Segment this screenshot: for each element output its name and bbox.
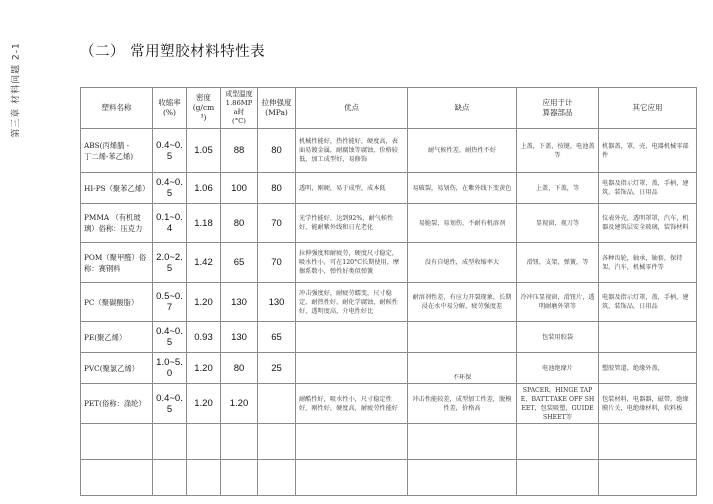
table-cell-tensile: 25	[258, 353, 296, 384]
table-cell-design-use: 包装用胶袋	[517, 322, 599, 353]
table-cell-design-use: 滑钮，支架，弹簧，等	[517, 243, 599, 283]
table-row	[81, 424, 697, 460]
plastic-properties-table	[80, 87, 697, 496]
table-cell-density: 1.05	[187, 129, 221, 173]
table-cell-shrinkage: 0.4~0.5	[153, 173, 187, 204]
table-cell-disadvantages: 耐溶剂性差，有应力开裂现象，长期浸在水中易分解，疲劳强度差	[408, 283, 517, 322]
table-cell-design-use	[517, 424, 599, 460]
table-row	[81, 283, 697, 322]
table-cell-disadvantages	[408, 322, 517, 353]
table-cell-shrinkage: 0.4~0.5	[153, 322, 187, 353]
table-cell-shrinkage: 2.0~2.5	[153, 243, 187, 283]
table-cell-advantages	[296, 424, 408, 460]
table-cell-density: 1.20	[187, 283, 221, 322]
table-cell-tensile: 70	[258, 204, 296, 243]
table-cell-tensile	[258, 424, 296, 460]
chapter-side-label-text: 第三章 材料问题 2-1	[11, 42, 22, 138]
table-cell-other-use: 塑胶管道，绝缘外盖，	[599, 353, 697, 384]
table-cell-tensile: 80	[258, 173, 296, 204]
page-title: （二） 常用塑胶材料特性表	[80, 44, 266, 60]
table-cell-forming-temp: 130	[221, 322, 258, 353]
header-density: 密度 (g/cm³)	[187, 88, 221, 129]
table-cell-other-use: 各种齿轮，轴承，轴套，保持架，汽车，机械零件等	[599, 243, 697, 283]
table-cell-tensile: 130	[258, 283, 296, 322]
table-row	[81, 204, 697, 243]
header-shrinkage: 收缩率 (%)	[153, 88, 187, 129]
table-cell-tensile: 65	[258, 322, 296, 353]
table-cell-name: POM（聚甲醛）俗称：赛钢料	[81, 243, 153, 283]
table-cell-advantages: 耐酷性好，吸水性小，尺寸稳定性好，刚性好，硬度高，耐疲劳性能好	[296, 384, 408, 424]
table-cell-disadvantages: 耐气候性差，耐热性不好	[408, 129, 517, 173]
table-cell-design-use: 上盖，下盖，按键，电池盖等	[517, 129, 599, 173]
table-cell-shrinkage: 0.5~0.7	[153, 283, 187, 322]
table-row	[81, 460, 697, 496]
header-forming-temp: 成型温度 1.86MPa时 (°C)	[221, 88, 258, 129]
table-cell-shrinkage	[153, 460, 187, 496]
table-cell-shrinkage	[153, 424, 187, 460]
table-cell-name: PC（聚碳酸脂）	[81, 283, 153, 322]
table-cell-other-use	[599, 424, 697, 460]
header-name: 塑料名称	[81, 88, 153, 129]
table-cell-advantages: 透明，刚硬，易于成型，成本低	[296, 173, 408, 204]
table-cell-name	[81, 460, 153, 496]
table-cell-design-use: 显视窗，视刀等	[517, 204, 599, 243]
table-cell-density: 1.18	[187, 204, 221, 243]
table-cell-advantages	[296, 353, 408, 384]
table-cell-disadvantages: 不环保	[408, 353, 517, 384]
table-cell-density: 1.42	[187, 243, 221, 283]
table-cell-name: HI-PS（聚苯乙烯）	[81, 173, 153, 204]
table-cell-advantages	[296, 322, 408, 353]
table-row	[81, 129, 697, 173]
header-advantages: 优点	[296, 88, 408, 129]
table-cell-density	[187, 460, 221, 496]
table-cell-tensile	[258, 384, 296, 424]
table-cell-advantages: 拉伸强度和耐疲劳，硬度尺寸稳定，吸水性小，可在120°C长期使用，摩擦系数小，弹性好类似弹簧	[296, 243, 408, 283]
header-other-use: 其它应用	[599, 88, 697, 129]
table-cell-forming-temp: 88	[221, 129, 258, 173]
table-cell-name: ABS(丙烯腈 - 丁二烯-苯乙烯)	[81, 129, 153, 173]
table-cell-tensile	[258, 460, 296, 496]
header-row	[81, 88, 697, 129]
table-cell-density	[187, 424, 221, 460]
table-cell-advantages: 冲击强度好，耐疲劳蠕变，尺寸稳定，耐热性好，耐化学腐蚀，耐候性好，透明度高，介电性好比	[296, 283, 408, 322]
table-row	[81, 243, 697, 283]
table-cell-forming-temp	[221, 460, 258, 496]
table-cell-shrinkage: 0.4~0.5	[153, 129, 187, 173]
table-cell-name: PVC(聚氯乙烯）	[81, 353, 153, 384]
table-cell-disadvantages	[408, 424, 517, 460]
table-cell-other-use	[599, 460, 697, 496]
table-cell-other-use: 电器及指示灯罩，盖，手柄，建筑，装饰品，日用品	[599, 283, 697, 322]
table-cell-forming-temp: 1.20	[221, 384, 258, 424]
chapter-side-label	[2, 10, 28, 170]
table-cell-design-use: 冷冲压显视窗，滑钮片，透明耐磨外罩等	[517, 283, 599, 322]
table-cell-shrinkage: 1.0~5.0	[153, 353, 187, 384]
table-cell-density: 1.06	[187, 173, 221, 204]
header-disadvantages: 缺点	[408, 88, 517, 129]
table-cell-other-use: 仪表外壳，透明罩罩，汽车，机器及建筑层安全玻璃，装饰材料	[599, 204, 697, 243]
table-row	[81, 322, 697, 353]
table-cell-advantages	[296, 460, 408, 496]
table-cell-disadvantages	[408, 460, 517, 496]
table-cell-other-use	[599, 322, 697, 353]
header-design-use: 应用于计 算器部品	[517, 88, 599, 129]
table-cell-forming-temp: 130	[221, 283, 258, 322]
table-row	[81, 384, 697, 424]
table-cell-disadvantages: 易脆裂，易划伤，不耐有机溶剂	[408, 204, 517, 243]
table-cell-forming-temp: 80	[221, 204, 258, 243]
table-cell-advantages: 机械性能好，热性能好，硬度高，表面易镀金属，耐腐蚀等腐蚀，价格较低，加工成型好，易修饰	[296, 129, 408, 173]
table-cell-density: 1.20	[187, 353, 221, 384]
table-cell-design-use: 电池绝缘片	[517, 353, 599, 384]
table-cell-disadvantages: 冲击性能较差，成型加工性差，脱模性差，价格高	[408, 384, 517, 424]
table-row	[81, 173, 697, 204]
table-cell-design-use: SPACER，HINGE TAPE，BATT.TAKE OFF SHEET，包装吸塑，GUIDE SHEET等	[517, 384, 599, 424]
table-body	[81, 129, 697, 496]
table-cell-forming-temp	[221, 424, 258, 460]
table-cell-name: PE(聚乙烯）	[81, 322, 153, 353]
table-cell-other-use: 机器盖，罩，壳，电器机械零部件	[599, 129, 697, 173]
table-cell-forming-temp: 80	[221, 353, 258, 384]
table-cell-tensile: 80	[258, 129, 296, 173]
table-cell-design-use	[517, 460, 599, 496]
table-cell-shrinkage: 0.1~0.4	[153, 204, 187, 243]
table-cell-other-use: 电器及指示灯罩，盖，手柄，建筑，装饰品，日用品	[599, 173, 697, 204]
table-cell-name: PET(俗称：涤纶）	[81, 384, 153, 424]
table-cell-other-use: 包装材料，电器器，磁带，绝缘膜片关，电绝缘材料，软料板	[599, 384, 697, 424]
table-cell-name	[81, 424, 153, 460]
table-row	[81, 353, 697, 384]
table-cell-disadvantages: 易破裂，易划伤，在紫外线下变黄色	[408, 173, 517, 204]
table-cell-disadvantages: 没有自熄性，成型收缩率大	[408, 243, 517, 283]
table-cell-density: 1.20	[187, 384, 221, 424]
table-cell-forming-temp: 65	[221, 243, 258, 283]
table-cell-forming-temp: 100	[221, 173, 258, 204]
table-cell-tensile: 70	[258, 243, 296, 283]
table-cell-name: PMMA （有机玻璃）俗称：压克力	[81, 204, 153, 243]
table-cell-advantages: 光学性能好，达到92%，耐气候性好，能耐紫外线和日光老化	[296, 204, 408, 243]
table-cell-design-use: 上盖，下盖，等	[517, 173, 599, 204]
table-cell-density: 0.93	[187, 322, 221, 353]
table-cell-shrinkage: 0.4~0.5	[153, 384, 187, 424]
header-tensile: 拉伸强度 (MPa)	[258, 88, 296, 129]
